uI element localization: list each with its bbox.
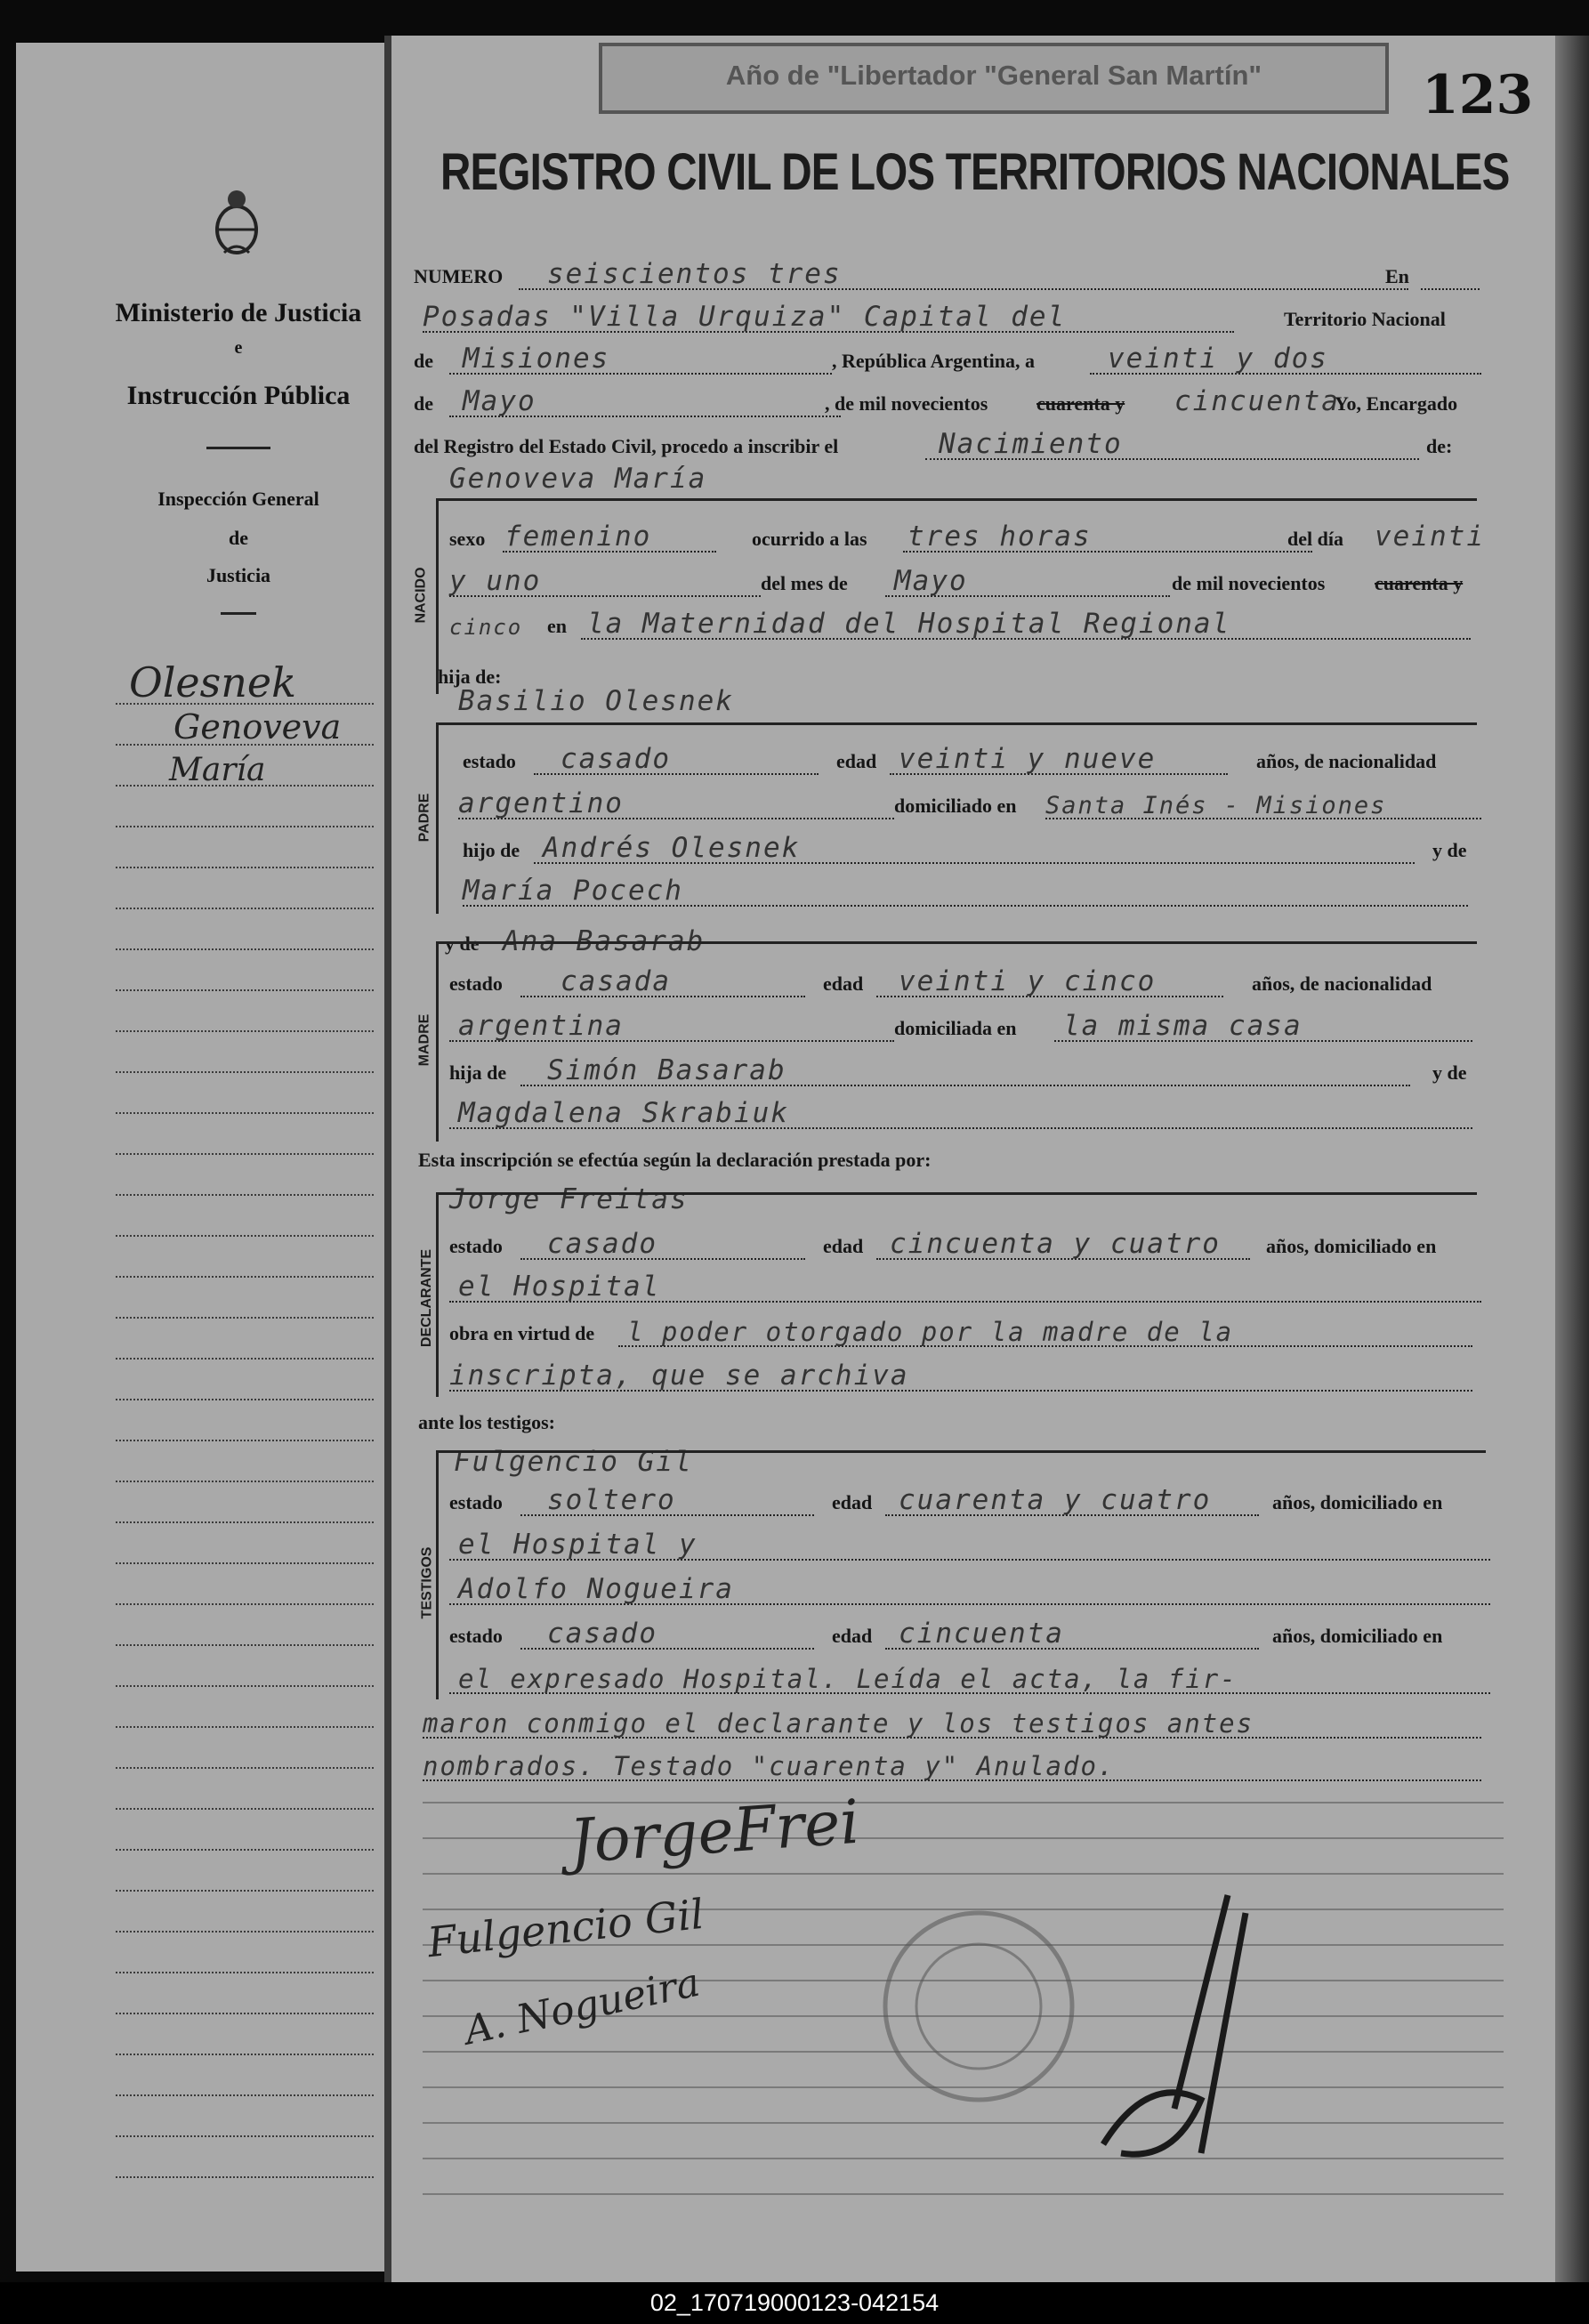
hija-de-label: hija de [449,1061,507,1084]
row-nombre [449,463,1472,498]
t1-dom: el Hospital y [458,1529,698,1561]
territorio-label: Territorio Nacional [1284,308,1446,330]
declaracion-label: Esta inscripción se efectúa según la declaración prestada por: [418,1149,932,1171]
margin-line [116,1276,374,1278]
t1-edad: cuarenta y cuatro [899,1484,1212,1516]
row-cierre-a [423,1707,1490,1742]
anios-dom-label: años, domiciliado en [1272,1491,1443,1513]
margin-note-name: Genoveva [173,707,342,746]
margin-note-name2: María [169,752,266,788]
month-value: Mayo [463,385,536,417]
signature-registrar-mark [1068,1877,1272,2171]
dia-value-b: y uno [449,565,542,597]
coat-of-arms-icon [212,187,262,258]
margin-line [116,1235,374,1237]
margin-line [116,1890,374,1892]
row-cierre-b [423,1749,1490,1785]
estado-label: estado [449,1235,503,1257]
side-label-padre: PADRE [416,793,432,843]
padre-nac: argentino [458,787,624,819]
t1-nombre: Fulgencio Gil [454,1446,693,1478]
margin-line [116,867,374,868]
del-mes-label: del mes de [761,572,848,594]
anios-nac-label: años, de nacionalidad [1252,972,1432,995]
hora-value: tres horas [907,520,1092,553]
row-padre-nac [458,787,1481,823]
page-edge [1555,36,1589,2282]
en-label: En [1385,265,1409,287]
row-declaracion [418,1142,1450,1177]
margin-line [116,1399,374,1400]
decl-dom: el Hospital [458,1271,661,1303]
margin-line [116,1972,374,1973]
estado-label: estado [449,1491,503,1513]
place-value: Posadas "Villa Urquiza" Capital del [423,301,1067,333]
territorio-value: Misiones [463,343,610,375]
margin-line [116,1562,374,1564]
madre-estado: casada [561,965,671,997]
decl-nombre: Jorge Freitas [449,1183,689,1215]
section-rule [436,722,1477,725]
section-bracket [436,941,439,1142]
inspection-line3: Justicia [206,564,271,586]
side-label-nacido: NACIDO [413,567,429,624]
margin-line [116,2094,374,2096]
madre-nombre: Ana Basarab [503,925,706,957]
row-madre-madre [449,1097,1481,1133]
row-padre-madre [463,875,1486,910]
inspection-line1: Inspección General [157,488,319,510]
mil-struck-text: cuarenta y [1375,572,1464,594]
margin-line [116,1153,374,1155]
official-seal-icon [876,1904,1081,2109]
margin-line [116,1644,374,1646]
section-rule [436,941,1477,944]
row-lugar [449,608,1481,643]
section-bracket [436,1450,439,1699]
decl-estado: casado [547,1228,657,1260]
estado-label: estado [449,1625,503,1647]
t2-dom: el expresado Hospital. Leída el acta, la fir- [458,1664,1238,1694]
margin-line [116,1767,374,1769]
page-number: 123 [1422,64,1534,126]
yo-label: Yo, Encargado [1335,392,1458,415]
padre-madre: María Pocech [463,875,683,907]
ocurrido-label: ocurrido a las [752,528,867,550]
margin-line [116,1808,374,1810]
ministry-conjunction: e [234,338,243,358]
t1-estado: soltero [547,1484,676,1516]
day-value: veinti y dos [1108,343,1328,375]
edad-label: edad [823,1235,864,1257]
edad-label: edad [836,750,877,772]
row-territorio [414,343,1481,378]
margin-line [116,2013,374,2014]
registro-label: del Registro del Estado Civil, procedo a inscribir el [414,435,839,457]
domiciliada-label: domiciliada en [894,1017,1017,1039]
padre-nombre: Basilio Olesnek [458,685,734,717]
y-de-label2: y de [445,932,480,955]
del-dia-label: del día [1287,528,1343,550]
hija-de-label: hija de: [438,666,502,688]
divider [206,447,270,449]
row-mes [449,565,1481,601]
margin-line [116,703,374,705]
margin-line [116,1603,374,1605]
edad-label: edad [823,972,864,995]
row-obra-cont [449,1360,1490,1395]
cierre-b: nombrados. Testado "cuarenta y" Anulado. [423,1751,1116,1781]
left-page [16,43,392,2272]
madre-edad: veinti y cinco [899,965,1157,997]
margin-line [116,1481,374,1482]
margin-line [116,826,374,827]
section-bracket [436,722,439,914]
year-label: , de mil novecientos [825,392,988,415]
signature-declarant: JorgeFrei [567,1787,862,1878]
edad-label: edad [832,1625,873,1647]
margin-line [116,1440,374,1441]
dia-value-a: veinti [1375,520,1485,553]
signature-witness-2: A. Nogueira [460,1959,704,2054]
row-testigos [418,1404,863,1440]
sexo-label: sexo [449,528,486,550]
obra-value-b: inscripta, que se archiva [449,1360,909,1392]
sexo-value: femenino [504,520,652,553]
lugar-value: la Maternidad del Hospital Regional [587,608,1231,640]
margin-line [116,1685,374,1687]
padre-dom: Santa Inés - Misiones [1045,792,1387,819]
margin-line [116,1071,374,1073]
year-value: cincuenta [1174,385,1340,417]
obra-label: obra en virtud de [449,1322,595,1344]
obra-value-a: l poder otorgado por la madre de la [627,1317,1234,1347]
ministry-line1: Ministerio de Justicia [115,298,362,327]
section-rule [436,498,1477,501]
margin-line [116,1931,374,1933]
acto-value: Nacimiento [939,428,1123,460]
row-madre-nac [449,1010,1481,1045]
de-label: de [414,350,433,372]
side-label-testigos: TESTIGOS [419,1546,435,1619]
decl-edad: cincuenta y cuatro [890,1228,1221,1260]
margin-note-surname: Olesnek [129,658,296,706]
hijo-de-label: hijo de [463,839,520,861]
t2-edad: cincuenta [899,1618,1064,1650]
side-label-declarante: DECLARANTE [419,1248,435,1348]
section-rule [436,1450,1486,1453]
margin-line [116,1194,374,1196]
margin-line [116,1112,374,1114]
testigos-label: ante los testigos: [418,1411,555,1433]
en-label2: en [547,615,567,637]
y-de-label: y de [1432,839,1467,861]
row-decl-estado [449,1228,1490,1263]
margin-line [116,1849,374,1851]
anios-dom-label: años, domiciliado en [1272,1625,1443,1647]
row-month [414,385,1481,421]
madre-nac: argentina [458,1010,624,1042]
row-madre-estado [449,965,1481,1001]
mes-value: Mayo [894,565,968,597]
padre-padre: Andrés Olesnek [543,832,801,864]
margin-line [116,989,374,991]
row-t2-nombre [449,1573,1499,1609]
scan-caption: 02_170719000123-042154 [0,2282,1589,2324]
cierre-a: maron conmigo el declarante y los testigos antes [423,1708,1254,1739]
margin-line [116,2135,374,2137]
padre-estado: casado [561,743,671,775]
fill-line [1421,288,1480,290]
margin-line [116,1030,374,1032]
register-title: REGISTRO CIVIL DE LOS TERRITORIOS NACIONALES [440,143,1510,201]
numero-label: NUMERO [414,265,504,287]
year-struck-text: cuarenta y [1036,392,1125,415]
row-sexo [449,520,1485,556]
margin-line [116,2054,374,2055]
row-numero [414,258,1481,294]
row-padre-estado [463,743,1486,779]
anios-nac-label: años, de nacionalidad [1256,750,1437,772]
margin-line [116,948,374,950]
side-label-madre: MADRE [416,1013,432,1067]
row-decl-nombre [449,1183,1481,1219]
row-padre-nombre [458,685,1437,721]
row-decl-dom [449,1271,1490,1306]
row-place [414,301,1481,336]
nombre-value: Genoveva María [449,463,707,495]
madre-madre: Magdalena Skrabiuk [458,1097,789,1129]
padre-edad: veinti y nueve [899,743,1157,775]
numero-value: seiscientos tres [547,258,842,290]
signature-line [423,2158,1504,2159]
row-t2-dom [449,1662,1499,1698]
margin-line [116,908,374,909]
margin-line [116,785,374,787]
margin-line [116,1521,374,1523]
anios-dom-label: años, domiciliado en [1266,1235,1437,1257]
margin-line [116,1317,374,1319]
t2-estado: casado [547,1618,657,1650]
edad-label: edad [832,1491,873,1513]
row-t1-estado [449,1484,1499,1520]
signature-witness-1: Fulgencio Gil [425,1889,706,1967]
signature-line [423,1802,1504,1804]
section-bracket [436,1192,439,1397]
estado-label: estado [449,972,503,995]
de-label: de [414,392,433,415]
anio-value: cinco [449,615,523,640]
row-madre-padres [449,1054,1481,1090]
mil-label: de mil novecientos [1172,572,1326,594]
row-t1-dom [449,1529,1499,1564]
section-rule [436,1192,1477,1195]
row-acto [414,428,1481,464]
margin-line [116,744,374,746]
row-padre-padres [463,832,1486,867]
year-stamp: Año de "Libertador "General San Martín" [599,43,1389,114]
margin-line [116,1358,374,1360]
row-t2-estado [449,1618,1499,1653]
fill-line [449,595,761,597]
signature-line [423,2122,1504,2124]
margin-line [116,2176,374,2178]
t2-nombre: Adolfo Nogueira [458,1573,734,1605]
inspection-line2: de [229,527,248,549]
signature-line [423,2193,1504,2195]
margin-line [116,1726,374,1728]
domiciliado-label: domiciliado en [894,795,1017,817]
madre-padre: Simón Basarab [547,1054,786,1086]
madre-dom: la misma casa [1063,1010,1303,1042]
republica-label: , República Argentina, a [832,350,1035,372]
ministry-line2: Instrucción Pública [126,381,351,410]
y-de-label: y de [1432,1061,1467,1084]
de-label: de: [1426,435,1453,457]
estado-label: estado [463,750,516,772]
row-obra [449,1315,1490,1351]
divider [221,612,256,615]
